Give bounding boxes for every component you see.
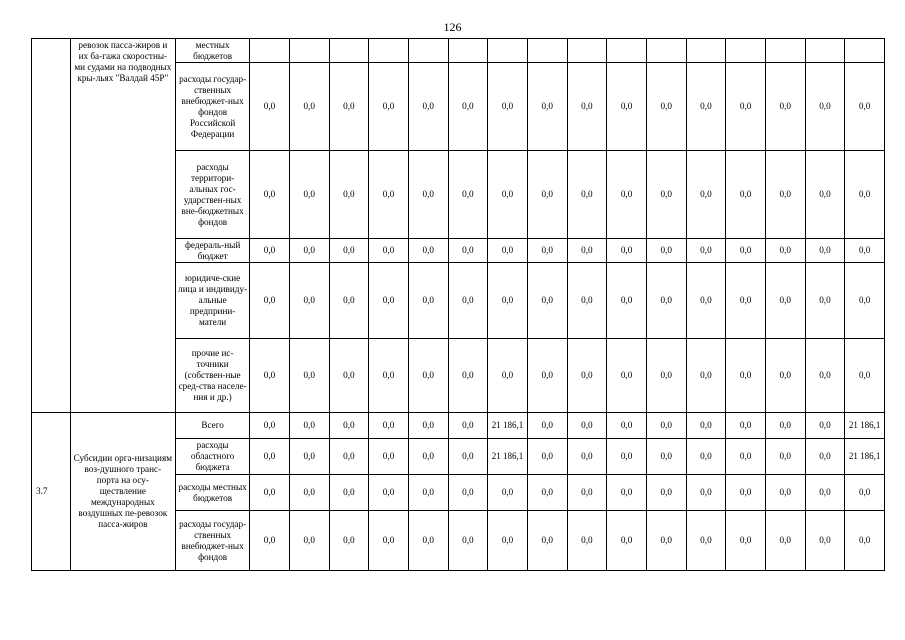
value-cell: 0,0: [448, 151, 488, 239]
index-cell: 3.7: [32, 413, 71, 571]
value-cell: 0,0: [369, 511, 409, 571]
value-cell: 0,0: [488, 475, 528, 511]
value-cell: 0,0: [408, 439, 448, 475]
value-cell: 0,0: [686, 263, 726, 339]
value-cell: 21 186,1: [845, 439, 885, 475]
value-cell: 0,0: [329, 263, 369, 339]
value-cell: 0,0: [607, 439, 647, 475]
value-cell: [250, 39, 290, 63]
value-cell: 0,0: [250, 151, 290, 239]
value-cell: 0,0: [686, 511, 726, 571]
value-cell: 0,0: [289, 475, 329, 511]
value-cell: 0,0: [329, 475, 369, 511]
value-cell: 0,0: [329, 151, 369, 239]
value-cell: 0,0: [250, 413, 290, 439]
funding-source-cell: расходы государ-ственных внебюджет-ных фондов Российской Федерации: [176, 63, 250, 151]
funding-source-cell: юридиче-ские лица и индивиду-альные предприни-матели: [176, 263, 250, 339]
value-cell: 0,0: [845, 151, 885, 239]
value-cell: 0,0: [488, 151, 528, 239]
table-row: [32, 413, 885, 439]
value-cell: 0,0: [250, 475, 290, 511]
value-cell: 0,0: [607, 511, 647, 571]
value-cell: 0,0: [289, 511, 329, 571]
funding-source-cell: расходы местных бюджетов: [176, 475, 250, 511]
value-cell: 0,0: [646, 263, 686, 339]
value-cell: 0,0: [686, 151, 726, 239]
value-cell: 0,0: [527, 511, 567, 571]
value-cell: 0,0: [765, 339, 805, 413]
value-cell: 0,0: [329, 339, 369, 413]
value-cell: 0,0: [369, 439, 409, 475]
value-cell: 0,0: [250, 263, 290, 339]
value-cell: 0,0: [369, 63, 409, 151]
value-cell: 0,0: [408, 63, 448, 151]
value-cell: 0,0: [250, 511, 290, 571]
value-cell: 0,0: [408, 151, 448, 239]
value-cell: 0,0: [845, 475, 885, 511]
value-cell: 0,0: [448, 439, 488, 475]
value-cell: 0,0: [567, 151, 607, 239]
value-cell: 0,0: [845, 239, 885, 263]
value-cell: 0,0: [289, 151, 329, 239]
value-cell: 0,0: [765, 263, 805, 339]
value-cell: 0,0: [289, 413, 329, 439]
index-cell: [32, 39, 71, 413]
value-cell: 0,0: [567, 511, 607, 571]
value-cell: 0,0: [448, 239, 488, 263]
value-cell: 0,0: [646, 511, 686, 571]
value-cell: 0,0: [369, 475, 409, 511]
value-cell: 0,0: [765, 151, 805, 239]
value-cell: 0,0: [805, 151, 845, 239]
value-cell: 0,0: [845, 511, 885, 571]
value-cell: 0,0: [726, 439, 766, 475]
value-cell: 0,0: [646, 439, 686, 475]
value-cell: 0,0: [646, 413, 686, 439]
value-cell: 0,0: [686, 475, 726, 511]
value-cell: [607, 39, 647, 63]
value-cell: [369, 39, 409, 63]
value-cell: 0,0: [607, 413, 647, 439]
value-cell: 21 186,1: [488, 413, 528, 439]
value-cell: 0,0: [250, 439, 290, 475]
value-cell: 0,0: [289, 63, 329, 151]
value-cell: 0,0: [369, 151, 409, 239]
measure-name-cell: Субсидии орга-низациям воз-душного транс-порта на осу-ществление международных воздушных пе-ревозок пасса-жиров: [70, 413, 175, 571]
value-cell: 0,0: [686, 413, 726, 439]
value-cell: 21 186,1: [488, 439, 528, 475]
value-cell: 0,0: [607, 475, 647, 511]
value-cell: 0,0: [805, 439, 845, 475]
value-cell: 0,0: [805, 511, 845, 571]
value-cell: 0,0: [527, 413, 567, 439]
value-cell: 0,0: [567, 263, 607, 339]
value-cell: 0,0: [567, 475, 607, 511]
table-row: [32, 39, 885, 63]
value-cell: 0,0: [726, 239, 766, 263]
value-cell: 0,0: [289, 439, 329, 475]
value-cell: 0,0: [408, 263, 448, 339]
value-cell: 0,0: [646, 339, 686, 413]
value-cell: 0,0: [607, 339, 647, 413]
value-cell: 0,0: [607, 151, 647, 239]
value-cell: 0,0: [527, 151, 567, 239]
value-cell: 0,0: [726, 263, 766, 339]
value-cell: 0,0: [329, 239, 369, 263]
value-cell: [448, 39, 488, 63]
value-cell: 0,0: [488, 63, 528, 151]
value-cell: [845, 39, 885, 63]
value-cell: 0,0: [408, 339, 448, 413]
value-cell: 0,0: [408, 511, 448, 571]
value-cell: 0,0: [567, 239, 607, 263]
value-cell: 0,0: [527, 239, 567, 263]
value-cell: [408, 39, 448, 63]
value-cell: 0,0: [646, 475, 686, 511]
value-cell: 0,0: [646, 63, 686, 151]
page-number: 126: [443, 20, 462, 34]
value-cell: 0,0: [369, 263, 409, 339]
value-cell: 0,0: [765, 63, 805, 151]
funding-source-cell: расходы областного бюджета: [176, 439, 250, 475]
value-cell: 0,0: [686, 439, 726, 475]
value-cell: 21 186,1: [845, 413, 885, 439]
value-cell: 0,0: [845, 63, 885, 151]
value-cell: 0,0: [765, 413, 805, 439]
value-cell: 0,0: [567, 439, 607, 475]
value-cell: 0,0: [805, 475, 845, 511]
value-cell: 0,0: [845, 339, 885, 413]
value-cell: 0,0: [329, 439, 369, 475]
value-cell: [289, 39, 329, 63]
value-cell: 0,0: [726, 511, 766, 571]
funding-source-cell: местных бюджетов: [176, 39, 250, 63]
value-cell: 0,0: [607, 63, 647, 151]
value-cell: 0,0: [448, 263, 488, 339]
value-cell: 0,0: [646, 239, 686, 263]
value-cell: 0,0: [805, 339, 845, 413]
value-cell: 0,0: [567, 339, 607, 413]
value-cell: 0,0: [686, 239, 726, 263]
value-cell: 0,0: [448, 339, 488, 413]
value-cell: 0,0: [805, 239, 845, 263]
value-cell: 0,0: [250, 339, 290, 413]
value-cell: 0,0: [805, 413, 845, 439]
value-cell: 0,0: [329, 63, 369, 151]
value-cell: [726, 39, 766, 63]
value-cell: 0,0: [726, 339, 766, 413]
value-cell: 0,0: [726, 413, 766, 439]
value-cell: 0,0: [369, 239, 409, 263]
measure-name-cell: ревозок пасса-жиров и их ба-гажа скоростны-ми судами на подводных кры-льях "Валдай 45Р": [70, 39, 175, 413]
value-cell: 0,0: [329, 511, 369, 571]
funding-source-cell: Всего: [176, 413, 250, 439]
value-cell: [527, 39, 567, 63]
value-cell: 0,0: [607, 263, 647, 339]
value-cell: 0,0: [527, 63, 567, 151]
value-cell: 0,0: [527, 339, 567, 413]
value-cell: 0,0: [448, 511, 488, 571]
value-cell: 0,0: [369, 339, 409, 413]
value-cell: [567, 39, 607, 63]
value-cell: 0,0: [488, 263, 528, 339]
value-cell: 0,0: [289, 263, 329, 339]
value-cell: 0,0: [527, 439, 567, 475]
funding-source-cell: прочие ис-точники (собствен-ные сред-ства населе-ния и др.): [176, 339, 250, 413]
value-cell: 0,0: [527, 475, 567, 511]
value-cell: 0,0: [408, 239, 448, 263]
value-cell: [329, 39, 369, 63]
value-cell: 0,0: [845, 263, 885, 339]
value-cell: 0,0: [686, 63, 726, 151]
value-cell: 0,0: [448, 63, 488, 151]
value-cell: 0,0: [369, 413, 409, 439]
funding-source-cell: расходы государ-ственных внебюджет-ных фондов: [176, 511, 250, 571]
value-cell: 0,0: [567, 63, 607, 151]
value-cell: 0,0: [646, 151, 686, 239]
value-cell: 0,0: [726, 475, 766, 511]
funding-source-cell: федераль-ный бюджет: [176, 239, 250, 263]
value-cell: 0,0: [765, 475, 805, 511]
value-cell: [646, 39, 686, 63]
value-cell: 0,0: [607, 239, 647, 263]
value-cell: [488, 39, 528, 63]
value-cell: [805, 39, 845, 63]
value-cell: 0,0: [686, 339, 726, 413]
value-cell: 0,0: [765, 439, 805, 475]
value-cell: 0,0: [250, 239, 290, 263]
value-cell: 0,0: [488, 511, 528, 571]
value-cell: 0,0: [250, 63, 290, 151]
value-cell: 0,0: [448, 413, 488, 439]
value-cell: 0,0: [488, 239, 528, 263]
value-cell: 0,0: [765, 239, 805, 263]
budget-table: [31, 38, 885, 571]
value-cell: 0,0: [726, 63, 766, 151]
value-cell: 0,0: [527, 263, 567, 339]
value-cell: 0,0: [726, 151, 766, 239]
value-cell: 0,0: [408, 413, 448, 439]
value-cell: 0,0: [488, 339, 528, 413]
value-cell: 0,0: [805, 263, 845, 339]
value-cell: 0,0: [289, 239, 329, 263]
value-cell: 0,0: [408, 475, 448, 511]
value-cell: [765, 39, 805, 63]
value-cell: 0,0: [805, 63, 845, 151]
value-cell: [686, 39, 726, 63]
funding-source-cell: расходы территори-альных гос-ударствен-ных вне-бюджетных фондов: [176, 151, 250, 239]
value-cell: 0,0: [329, 413, 369, 439]
value-cell: 0,0: [448, 475, 488, 511]
value-cell: 0,0: [765, 511, 805, 571]
value-cell: 0,0: [567, 413, 607, 439]
value-cell: 0,0: [289, 339, 329, 413]
